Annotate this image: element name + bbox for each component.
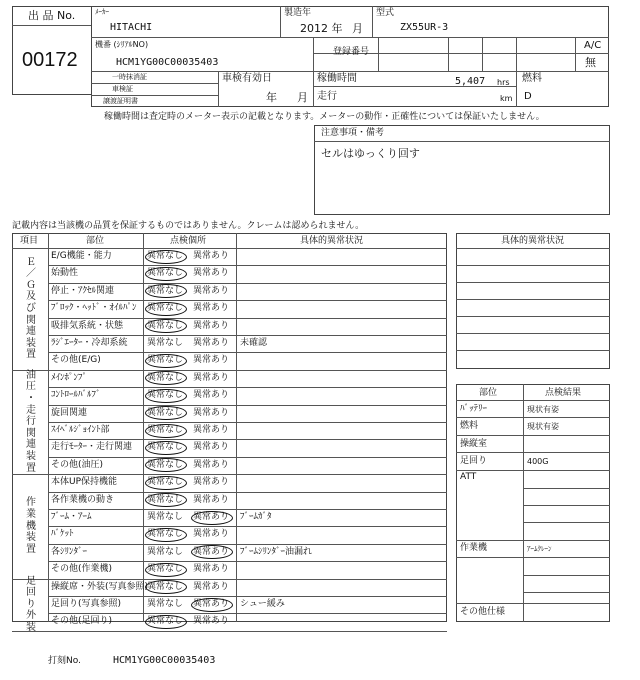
inspection-date-label: 車検有効日: [222, 73, 272, 84]
abnormal-option[interactable]: 異常あり: [193, 390, 230, 401]
normal-option[interactable]: 異常なし: [147, 251, 184, 261]
selected-mark: [145, 441, 187, 455]
normal-option[interactable]: 異常なし: [147, 390, 184, 401]
part-label: ﾌﾞﾛｯｸ・ﾍｯﾄﾞ・ｵｲﾙﾊﾟﾝ: [51, 303, 137, 314]
selected-mark: [145, 580, 187, 594]
stamp-label: 打刻No.: [48, 656, 81, 666]
normal-option[interactable]: 異常なし: [147, 355, 184, 366]
parts-result-box: [456, 384, 610, 622]
month-unit: 月: [352, 22, 363, 35]
right-detail-box: [456, 233, 610, 369]
hours-label: 稼働時間: [317, 73, 357, 84]
row-divider: [48, 405, 447, 406]
normal-option[interactable]: 異常なし: [147, 372, 184, 383]
transfer-cert-label: 譲渡証明書: [103, 97, 138, 105]
col-header-item: 項目: [20, 236, 39, 246]
stamp-value: HCM1YG00C00035403: [113, 655, 216, 666]
row-divider: [48, 318, 447, 319]
part-label: 走行ﾓｰﾀｰ・走行関連: [51, 442, 133, 453]
inspection-month-unit: 月: [297, 91, 308, 104]
parts-row-part: 操縦室: [460, 438, 488, 449]
parts-row-part: 燃料: [460, 421, 479, 432]
detail-note: 未確認: [240, 338, 268, 348]
normal-option[interactable]: 異常なし: [147, 529, 184, 540]
selected-mark: [145, 563, 187, 577]
selected-mark: [145, 615, 187, 629]
abnormal-option[interactable]: 異常あり: [193, 459, 230, 470]
abnormal-option[interactable]: 異常あり: [193, 581, 230, 592]
part-label: その他(足回り): [51, 616, 113, 627]
normal-option[interactable]: 異常なし: [147, 616, 184, 627]
registration-label: 登録番号: [333, 47, 370, 57]
parts-row-divider: [523, 592, 610, 593]
selected-mark: [191, 598, 233, 612]
part-label: 各作業機の動き: [51, 494, 115, 505]
part-label: 停止・ｱｸｾﾙ関連: [51, 285, 115, 296]
hours-unit: hrs: [497, 78, 510, 87]
parts-row-result: 400G: [527, 457, 549, 467]
detail-note: シュー緩み: [240, 599, 285, 609]
parts-header-part: 部位: [479, 388, 498, 398]
row-divider: [48, 283, 447, 284]
parts-row-divider: [456, 557, 610, 558]
section-label: 作 業 機 装 置: [26, 497, 36, 555]
normal-option[interactable]: 異常なし: [147, 477, 184, 488]
km-label: 走行: [317, 91, 337, 102]
work-value: ｱｰﾑｸﾚｰﾝ: [527, 545, 552, 553]
section-divider: [12, 579, 447, 580]
normal-option[interactable]: 異常なし: [147, 268, 184, 279]
row-divider: [48, 561, 447, 562]
abnormal-option[interactable]: 異常あり: [193, 407, 230, 418]
parts-row-divider: [456, 400, 610, 401]
normal-option[interactable]: 異常なし: [147, 442, 184, 453]
normal-option[interactable]: 異常なし: [147, 494, 184, 505]
normal-option[interactable]: 異常なし: [147, 407, 184, 418]
part-label: その他(E/G): [51, 355, 101, 366]
right-detail-header: 具体的異常状況: [501, 236, 565, 246]
normal-option[interactable]: 異常なし: [147, 546, 184, 557]
normal-option[interactable]: 異常なし: [147, 320, 184, 331]
maker-label: ﾒｰｶｰ: [95, 8, 109, 16]
row-divider: [48, 387, 447, 388]
row-divider: [48, 300, 447, 301]
selected-mark: [145, 476, 187, 490]
section-divider: [12, 474, 447, 475]
inspection-year-unit: 年: [266, 91, 277, 104]
row-divider: [48, 439, 447, 440]
caution-text: セルはゆっくり回す: [321, 147, 420, 160]
vehicle-cert-label: 車検証: [112, 85, 133, 93]
ac-value: 無: [585, 56, 596, 69]
selected-mark: [145, 528, 187, 542]
abnormal-option[interactable]: 異常あり: [193, 372, 230, 383]
parts-row-divider: [456, 452, 610, 453]
row-divider: [48, 613, 447, 614]
att-label: ATT: [460, 472, 477, 482]
selected-mark: [145, 389, 187, 403]
row-divider: [48, 544, 447, 545]
abnormal-option[interactable]: 異常あり: [193, 303, 230, 314]
parts-row-result: 現状有姿: [527, 422, 559, 432]
col-header-detail: 具体的異常状況: [300, 236, 364, 246]
part-label: ｽｲﾍﾞﾙｼﾞｮｲﾝﾄ部: [51, 425, 110, 435]
parts-row-divider: [523, 522, 610, 523]
lot-number: 00172: [22, 49, 78, 71]
parts-row-divider: [523, 505, 610, 506]
abnormal-option[interactable]: 異常あり: [193, 285, 230, 296]
part-label: ﾗｼﾞｴｰﾀｰ・冷却系統: [51, 338, 128, 348]
model-value: ZX55UR-3: [400, 22, 449, 33]
caution-box: [314, 125, 610, 215]
part-label: ﾒｲﾝﾎﾟﾝﾌﾟ: [51, 372, 88, 383]
parts-row-part: 足回り: [460, 456, 488, 467]
km-unit: km: [500, 94, 513, 103]
detail-note: ﾌﾞｰﾑｼﾘﾝﾀﾞｰ油漏れ: [240, 546, 313, 557]
part-label: 各ｼﾘﾝﾀﾞｰ: [51, 546, 88, 557]
normal-option[interactable]: 異常なし: [147, 599, 184, 609]
row-divider: [48, 335, 447, 336]
quality-disclaimer: 記載内容は当該機の品質を保証するものではありません。クレームは認められません。: [12, 221, 365, 231]
year-value: 2012 年: [300, 22, 343, 35]
abnormal-option[interactable]: 異常あり: [193, 320, 230, 331]
abnormal-option[interactable]: 異常あり: [193, 529, 230, 540]
abnormal-option[interactable]: 異常あり: [193, 477, 230, 488]
selected-mark: [145, 302, 187, 316]
abnormal-option[interactable]: 異常あり: [193, 599, 230, 609]
part-label: 本体UP保持機能: [51, 477, 118, 488]
other-spec-label: その他仕様: [460, 607, 506, 617]
row-divider: [48, 265, 447, 266]
col-header-part: 部位: [86, 236, 105, 246]
part-label: ﾊﾞｹｯﾄ: [51, 529, 74, 540]
parts-row-divider: [456, 435, 610, 436]
selected-mark: [145, 319, 187, 333]
abnormal-option[interactable]: 異常あり: [193, 564, 230, 575]
serial-label: 機番 (ｼﾘｱﾙNO): [95, 40, 149, 49]
temp-permit-label: 一時抹消証: [112, 73, 147, 81]
ac-label: A/C: [584, 40, 602, 51]
detail-note: ﾌﾞｰﾑｶﾞﾀ: [240, 512, 272, 522]
normal-option[interactable]: 異常なし: [147, 581, 184, 592]
parts-header-result: 点検結果: [545, 388, 582, 398]
part-label: 操縦席・外装(写真参照): [51, 581, 149, 592]
normal-option[interactable]: 異常なし: [147, 564, 184, 575]
selected-mark: [145, 424, 187, 438]
caution-label: 注意事項・備考: [321, 128, 385, 138]
row-divider: [48, 352, 447, 353]
parts-row-divider: [456, 470, 610, 471]
section-divider: [12, 370, 447, 371]
part-label: その他(油圧): [51, 459, 104, 470]
row-divider: [48, 492, 447, 493]
parts-row-divider: [456, 540, 610, 541]
part-label: 始動性: [51, 268, 79, 279]
fuel-label: 燃料: [522, 73, 542, 84]
row-divider: [48, 596, 447, 597]
normal-option[interactable]: 異常なし: [147, 459, 184, 470]
maker-value: HITACHI: [110, 22, 153, 33]
part-label: ﾌﾞｰﾑ・ｱｰﾑ: [51, 512, 92, 522]
parts-row-divider: [456, 417, 610, 418]
selected-mark: [145, 267, 187, 281]
hours-disclaimer: 稼働時間は査定時のメーター表示の記載となります。メーターの動作・正確性については保証いたしません。: [104, 112, 545, 122]
selected-mark: [145, 354, 187, 368]
part-label: 足回り(写真参照): [51, 599, 122, 609]
abnormal-option[interactable]: 異常あり: [193, 546, 230, 557]
parts-row-divider: [523, 575, 610, 576]
abnormal-option[interactable]: 異常あり: [193, 494, 230, 505]
parts-row-part: ﾊﾞｯﾃﾘｰ: [460, 404, 488, 414]
col-header-check: 点検個所: [170, 236, 207, 246]
serial-value: HCM1YG00C00035403: [116, 57, 219, 68]
section-label: Ｅ ／ Ｇ 及 び 関 連 装 置: [26, 256, 36, 361]
hours-value: 5,407: [455, 76, 486, 87]
selected-mark: [145, 493, 187, 507]
col-divider: [48, 233, 49, 622]
model-label: 型式: [376, 8, 395, 18]
section-label: 油 圧 ・ 走 行 関 連 装 置: [26, 369, 36, 474]
selected-mark: [145, 406, 187, 420]
normal-option[interactable]: 異常なし: [147, 338, 184, 348]
fuel-value: D: [524, 91, 532, 102]
selected-mark: [145, 250, 187, 264]
row-divider: [48, 457, 447, 458]
selected-mark: [191, 511, 233, 525]
lot-number-label: 出 品 No.: [28, 9, 76, 22]
abnormal-option[interactable]: 異常あり: [193, 425, 230, 435]
part-label: 旋回関連: [51, 407, 88, 418]
part-label: その他(作業機): [51, 564, 113, 575]
abnormal-option[interactable]: 異常あり: [193, 442, 230, 453]
row-divider: [48, 422, 447, 423]
part-label: 吸排気系統・状態: [51, 320, 124, 331]
row-divider: [48, 509, 447, 510]
normal-option[interactable]: 異常なし: [147, 303, 184, 314]
parts-row-result: 現状有姿: [527, 405, 559, 414]
abnormal-option[interactable]: 異常あり: [193, 616, 230, 627]
row-divider: [48, 526, 447, 527]
abnormal-option[interactable]: 異常あり: [193, 251, 230, 261]
abnormal-option[interactable]: 異常あり: [193, 355, 230, 366]
section-label: 足 回 り 外 装: [26, 575, 36, 634]
abnormal-option[interactable]: 異常あり: [193, 268, 230, 279]
abnormal-option[interactable]: 異常あり: [193, 338, 230, 348]
part-label: ｺﾝﾄﾛｰﾙﾊﾞﾙﾌﾞ: [51, 390, 101, 401]
part-label: E/G機能・能力: [51, 251, 112, 261]
parts-row-divider: [456, 603, 610, 604]
normal-option[interactable]: 異常なし: [147, 425, 184, 435]
normal-option[interactable]: 異常なし: [147, 285, 184, 296]
year-label: 製造年: [284, 8, 312, 18]
parts-row-divider: [523, 488, 610, 489]
work-label: 作業機: [460, 543, 488, 553]
section-divider: [12, 631, 447, 632]
abnormal-option[interactable]: 異常あり: [193, 512, 230, 522]
normal-option[interactable]: 異常なし: [147, 512, 184, 522]
